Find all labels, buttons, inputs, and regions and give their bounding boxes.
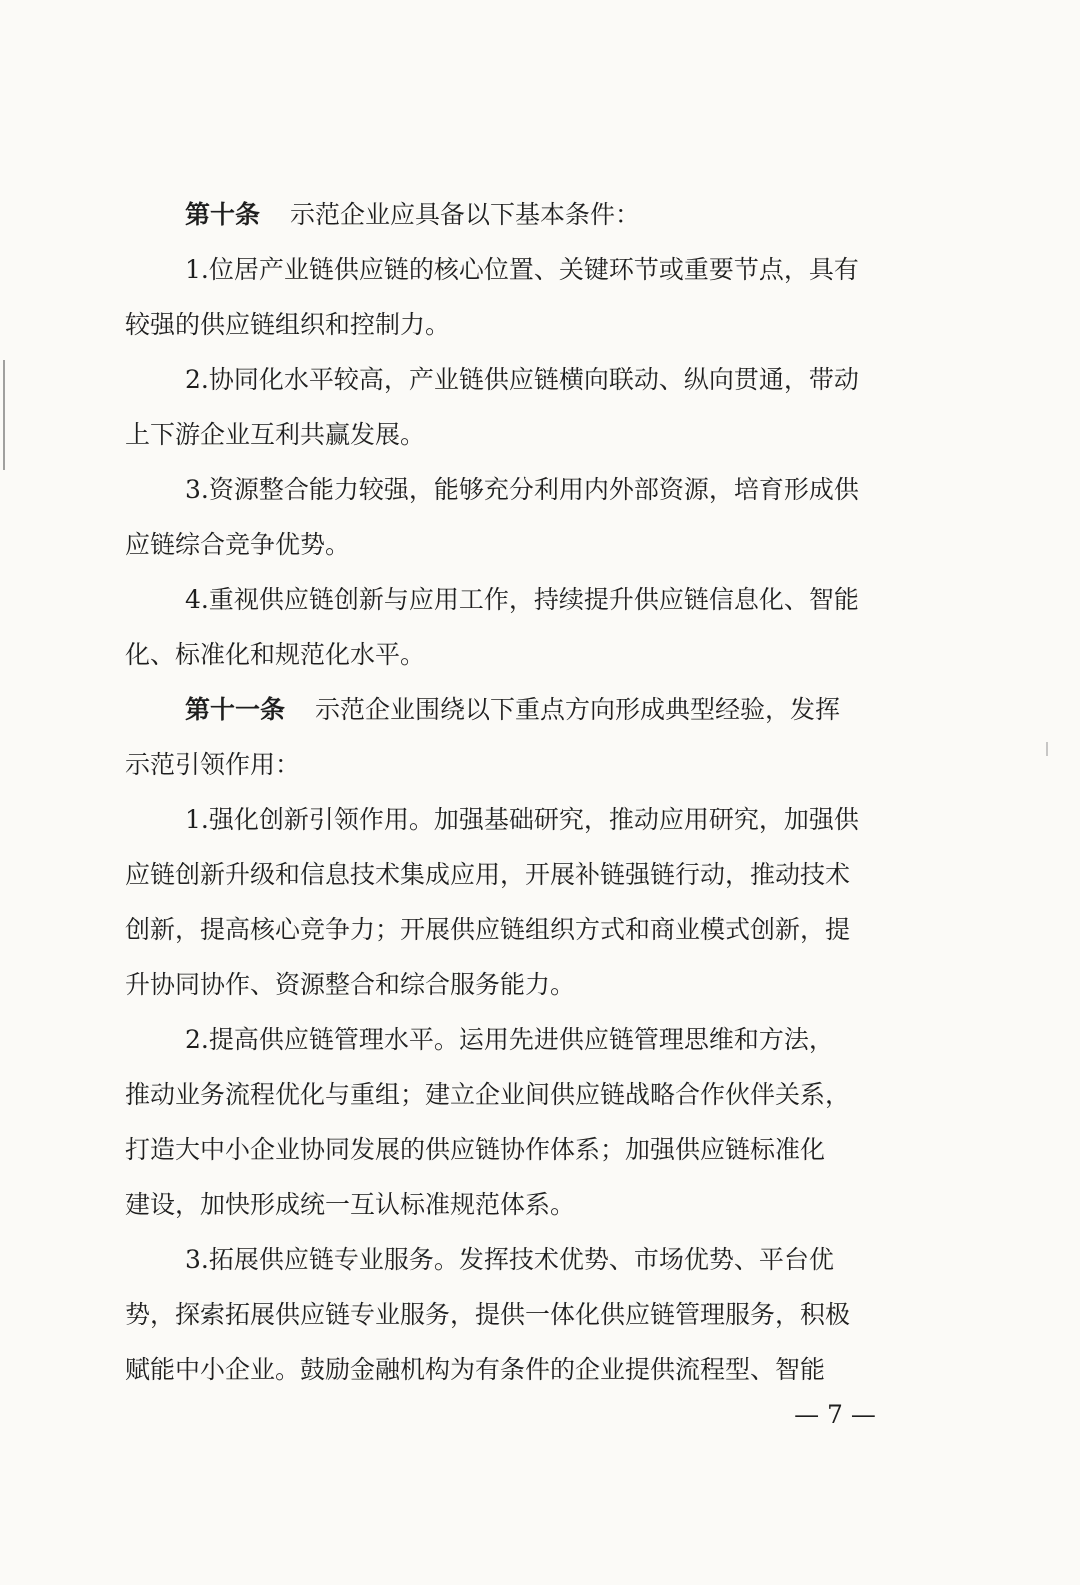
paragraph-line: 化、标准化和规范化水平。 (125, 640, 426, 669)
paragraph-line: 打造大中小企业协同发展的供应链协作体系；加强供应链标准化 (125, 1135, 826, 1164)
paragraph-line: 创新，提高核心竞争力；开展供应链组织方式和商业模式创新，提 (125, 915, 851, 944)
article-10-heading-line (125, 187, 915, 242)
scan-speck (1046, 742, 1048, 756)
article-10-heading: 第十条 (185, 200, 261, 229)
paragraph-line: 2.协同化水平较高，产业链供应链横向联动、纵向贯通，带动 (185, 365, 859, 394)
paragraph-line: 建设，加快形成统一互认标准规范体系。 (125, 1190, 576, 1219)
article-11-heading: 第十一条 (185, 695, 286, 724)
paragraph-line: 1.位居产业链供应链的核心位置、关键环节或重要节点，具有 (185, 255, 859, 284)
paragraph-line: 3.资源整合能力较强，能够充分利用内外部资源，培育形成供 (185, 475, 859, 504)
paragraph-line: 升协同协作、资源整合和综合服务能力。 (125, 970, 576, 999)
paragraph-line: 示范引领作用： (125, 750, 301, 779)
article-11-heading-line (125, 682, 915, 737)
document-body (125, 187, 915, 1397)
article-11-intro: 示范企业围绕以下重点方向形成典型经验，发挥 (315, 695, 841, 724)
paragraph-line: 推动业务流程优化与重组；建立企业间供应链战略合作伙伴关系， (125, 1080, 851, 1109)
paragraph-line: 1.强化创新引领作用。加强基础研究，推动应用研究，加强供 (185, 805, 859, 834)
paragraph-line: 较强的供应链组织和控制力。 (125, 310, 451, 339)
paragraph-line: 势，探索拓展供应链专业服务，提供一体化供应链管理服务，积极 (125, 1300, 851, 1329)
paragraph-line: 2.提高供应链管理水平。运用先进供应链管理思维和方法， (185, 1025, 834, 1054)
binding-mark (3, 360, 5, 470)
paragraph-line: 4.重视供应链创新与应用工作，持续提升供应链信息化、智能 (185, 585, 859, 614)
paragraph-line: 应链创新升级和信息技术集成应用，开展补链强链行动，推动技术 (125, 860, 851, 889)
paragraph-line: 应链综合竞争优势。 (125, 530, 351, 559)
paragraph-line: 赋能中小企业。鼓励金融机构为有条件的企业提供流程型、智能 (125, 1355, 826, 1384)
paragraph-line: 3.拓展供应链专业服务。发挥技术优势、市场优势、平台优 (185, 1245, 834, 1274)
page-number: — 7 — (794, 1400, 876, 1429)
paragraph-line: 上下游企业互利共赢发展。 (125, 420, 426, 449)
article-10-intro: 示范企业应具备以下基本条件： (290, 200, 641, 229)
